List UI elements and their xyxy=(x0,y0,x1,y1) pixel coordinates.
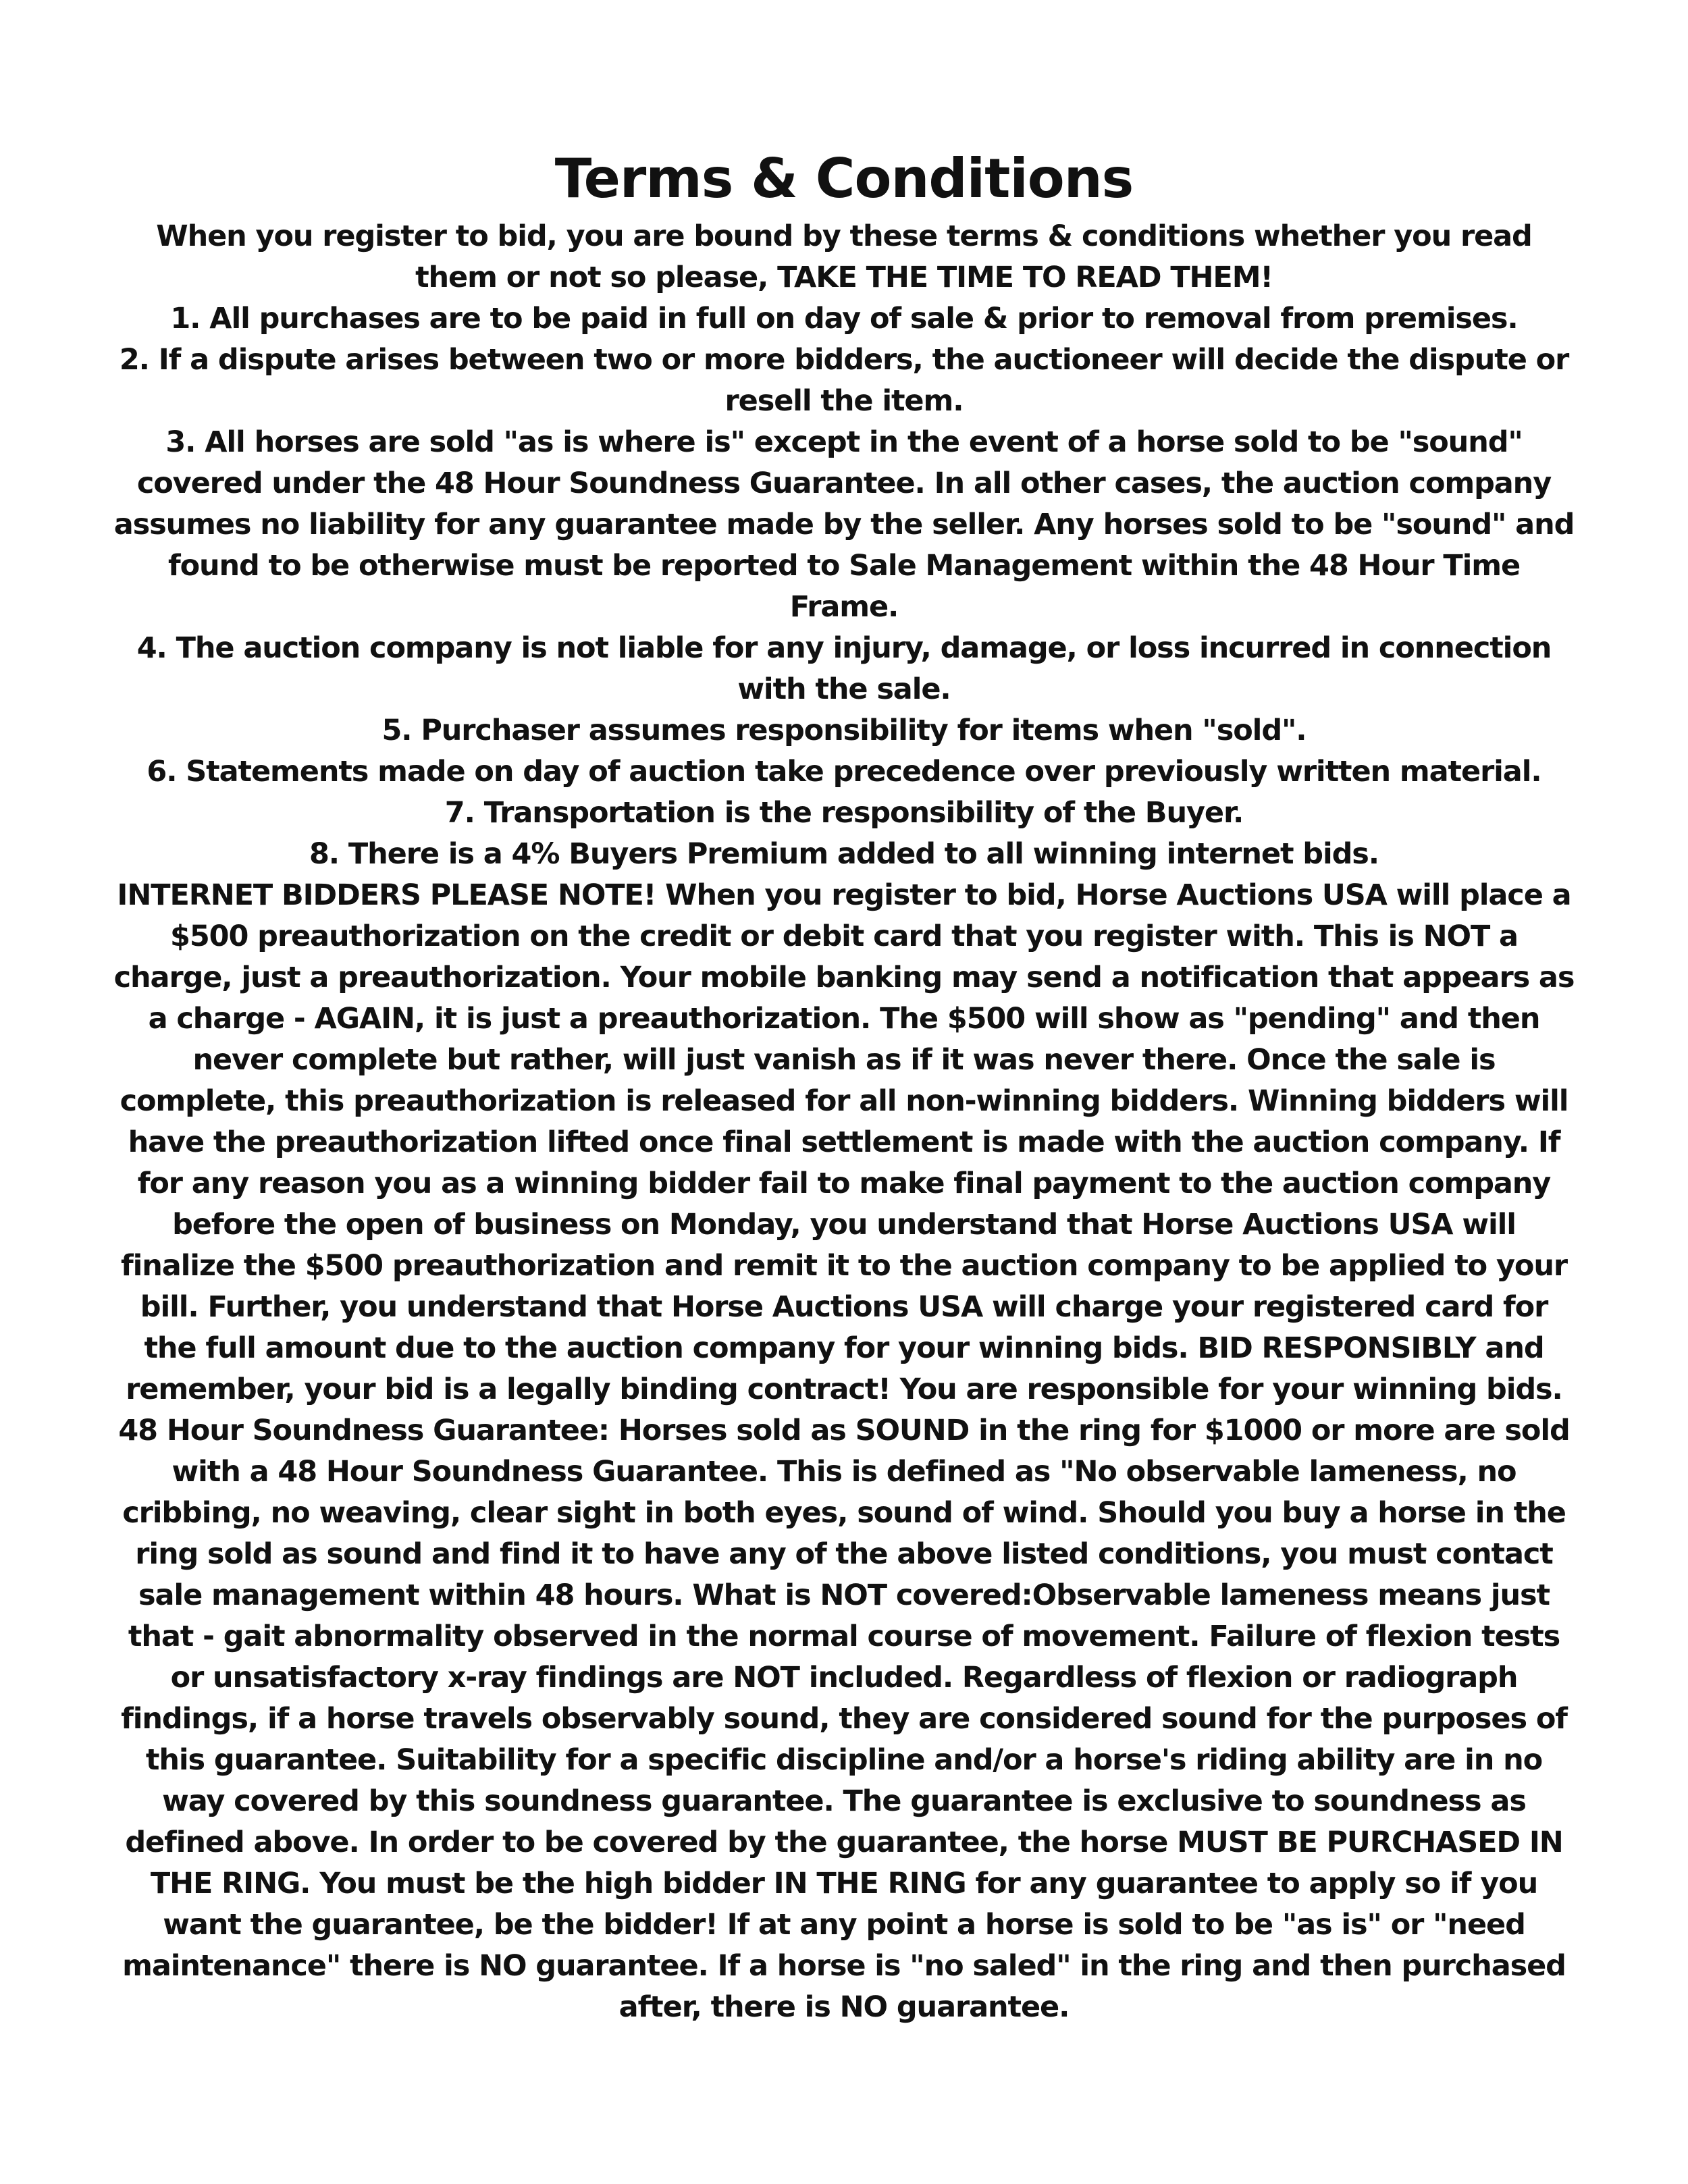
term-item-1: 1. All purchases are to be paid in full on day of sale & prior to removal from premises. xyxy=(170,302,1518,336)
internet-bidders-notice: INTERNET BIDDERS PLEASE NOTE! When you register to bid, Horse Auctions USA will place a $500 preauthorization on the credit or debit card that you register with. This is NOT a charge, just a preauthorization. Your mobile banking may send a notification that appears as a charge - AGAIN, it is just a preauthorization. The $500 will show as "pending" and then never complete but rather, will just vanish as if it was never there. Once the sale is complete, this preauthorization is released for all non-winning bidders. Winning bidders will have the preauthorization lifted once final settlement is made with the auction company. If for any reason you as a winning bidder fail to make final payment to the auction company before the open of business on Monday, you understand that Horse Auctions USA will finalize the $500 preauthorization and remit it to the auction company to be applied to your bill. Further, you understand that Horse Auctions USA will charge your registered card for the full amount due to the auction company for your winning bids. BID RESPONSIBLY and remember, your bid is a legally binding contract! You are responsible for your winning bids. xyxy=(113,878,1575,1406)
term-item-3: 3. All horses are sold "as is where is" except in the event of a horse sold to be "sound" covered under the 48 Hour Soundness Guarantee. In all other cases, the auction company assumes no liability for any guarantee made by the seller. Any horses sold to be "sound" and found to be otherwise must be reported to Sale Management within the 48 Hour Time Frame. xyxy=(113,425,1575,624)
terms-document xyxy=(111,142,1577,2028)
term-item-7: 7. Transportation is the responsibility of the Buyer. xyxy=(444,796,1244,830)
term-item-2: 2. If a dispute arises between two or more bidders, the auctioneer will decide the dispute or resell the item. xyxy=(119,343,1569,418)
term-item-4: 4. The auction company is not liable for any injury, damage, or loss incurred in connection with the sale. xyxy=(136,631,1552,706)
soundness-guarantee: 48 Hour Soundness Guarantee: Horses sold as SOUND in the ring for $1000 or more are sold with a 48 Hour Soundness Guarantee. This is defined as "No observable lameness, no cribbing, no weaving, clear sight in both eyes, sound of wind. Should you buy a horse in the ring sold as sound and find it to have any of the above listed conditions, you must contact sale management within 48 hours. What is NOT covered:Observable lameness means just that - gait abnormality observed in the normal course of movement. Failure of flexion tests or unsatisfactory x-ray findings are NOT included. Regardless of flexion or radiograph findings, if a horse travels observably sound, they are considered sound for the purposes of this guarantee. Suitability for a specific discipline and/or a horse's riding ability are in no way covered by this soundness guarantee. The guarantee is exclusive to soundness as defined above. In order to be covered by the guarantee, the horse MUST BE PURCHASED IN THE RING. You must be the high bidder IN THE RING for any guarantee to apply so if you want the guarantee, be the bidder! If at any point a horse is sold to be "as is" or "need maintenance" there is NO guarantee. If a horse is "no saled" in the ring and then purchased after, there is NO guarantee. xyxy=(118,1414,1570,2024)
intro-paragraph: When you register to bid, you are bound by these terms & conditions whether you read them or not so please, TAKE THE TIME TO READ THEM! xyxy=(156,219,1532,294)
term-item-6: 6. Statements made on day of auction take precedence over previously written material. xyxy=(147,755,1541,789)
term-item-5: 5. Purchaser assumes responsibility for items when "sold". xyxy=(381,714,1307,747)
page-title: Terms & Conditions xyxy=(554,147,1134,210)
term-item-8: 8. There is a 4% Buyers Premium added to all winning internet bids. xyxy=(309,837,1379,871)
